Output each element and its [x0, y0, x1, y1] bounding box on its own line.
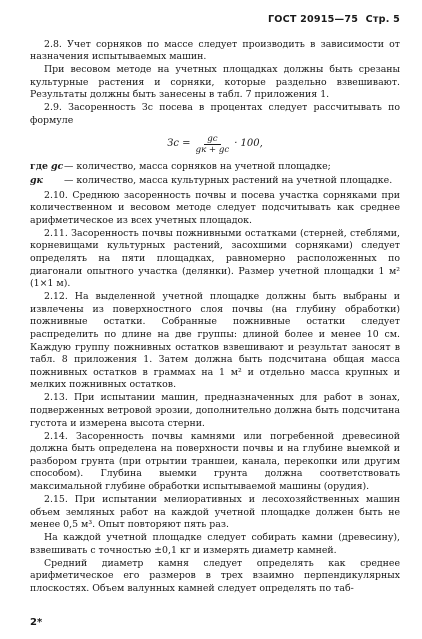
- paragraph-2-11: 2.11. Засоренность почвы пожнивными остатками (стерней, стеблями, корневищами культурных растений, засохшими сорняками) следует определять на пяти площадках, равномерно расположенных по диагонали опытного участка (делянки). Размер учетной площадки 1 м² (1×1 м).: [30, 227, 400, 290]
- legend-symbol: gк: [30, 175, 43, 187]
- paragraph-2-14: 2.14. Засоренность почвы камнями или погребенной древесиной должна быть определена на поверхности почвы и на глубине выемкой и разбором грунта (при отрытии траншеи, канала, перекопки или другим способом). Глубина выемки грунта должна соответствовать максимальной глубине обработки испытываемой машины (орудия).: [30, 430, 400, 492]
- paragraph-2-10: 2.10. Среднюю засоренность почвы и посева участка сорняками при количественном и весовом методе следует подсчитывать как среднее арифметическое из всех учетных площадок.: [30, 189, 400, 226]
- paragraph-2-15-cont2: Средний диаметр камня следует определять как среднее арифметическое его размеров в трех взаимно перпендикулярных плоскостях. Объем валунных камней следует определять по таб-: [30, 557, 400, 594]
- page-signature: 2*: [30, 617, 43, 628]
- paragraph-2-9: 2.9. Засоренность Зс посева в процентах следует рассчитывать по формуле: [30, 102, 400, 126]
- legend-description: — количество, масса сорняков на учетной площадке;: [64, 160, 331, 172]
- formula-lhs: Зс =: [167, 137, 191, 149]
- paragraph-2-15-cont: На каждой учетной площадке следует собирать камни (древесину), взвешивать с точностью ±0,1 кг и измерять диаметр камней.: [30, 532, 400, 556]
- page-header: [30, 14, 400, 27]
- gost-number: ГОСТ 20915—75: [267, 14, 359, 25]
- legend-description: — количество, масса культурных растений на учетной площадке.: [64, 175, 393, 187]
- document-page: [30, 14, 400, 596]
- formula-fraction: [193, 134, 233, 155]
- formula-legend-1: [30, 161, 400, 174]
- weediness-formula: [30, 134, 400, 155]
- legend-lead: где: [30, 160, 48, 172]
- formula-denominator: gк + gс: [195, 144, 230, 155]
- paragraph-2-15: 2.15. При испытании мелиоративных и лесохозяйственных машин объем земляных работ на каждой учетной площадке должен быть не менее 0,5 м³. Опыт повторяют пять раз.: [30, 493, 400, 531]
- paragraph-2-8: 2.8. Учет сорняков по массе следует производить в зависимости от назначения испытываемых машин.: [30, 38, 400, 63]
- legend-symbol: gс: [50, 160, 64, 172]
- formula-numerator: gс: [204, 134, 220, 145]
- page-number: Стр. 5: [365, 14, 400, 25]
- formula-rhs: · 100,: [234, 137, 263, 149]
- paragraph-2-12: 2.12. На выделенной учетной площадке должны быть выбраны и извлечены из поверхностного слоя почвы (на глубину обработки) пожнивные остатки. Собранные пожнивные остатки следует распределить по длине на две группы: длиной более и менее 10 см. Каждую группу пожнивных остатков взвешивают и результат заносят в табл. 8 приложения 1. Затем должна быть подсчитана общая масса пожнивных остатков в граммах на 1 м² и отдельно масса крупных и мелких пожнивных остатков.: [30, 291, 400, 391]
- formula-legend-2: [30, 175, 400, 188]
- paragraph-2-8-cont: При весовом методе на учетных площадках должны быть срезаны культурные растения и сорняки, которые раздельно взвешивают. Результаты должны быть занесены в табл. 7 приложения 1.: [30, 64, 400, 101]
- paragraph-2-13: 2.13. При испытании машин, предназначенных для работ в зонах, подверженных ветровой эрозии, дополнительно должна быть подсчитана густота и измерена высота стерни.: [30, 392, 400, 429]
